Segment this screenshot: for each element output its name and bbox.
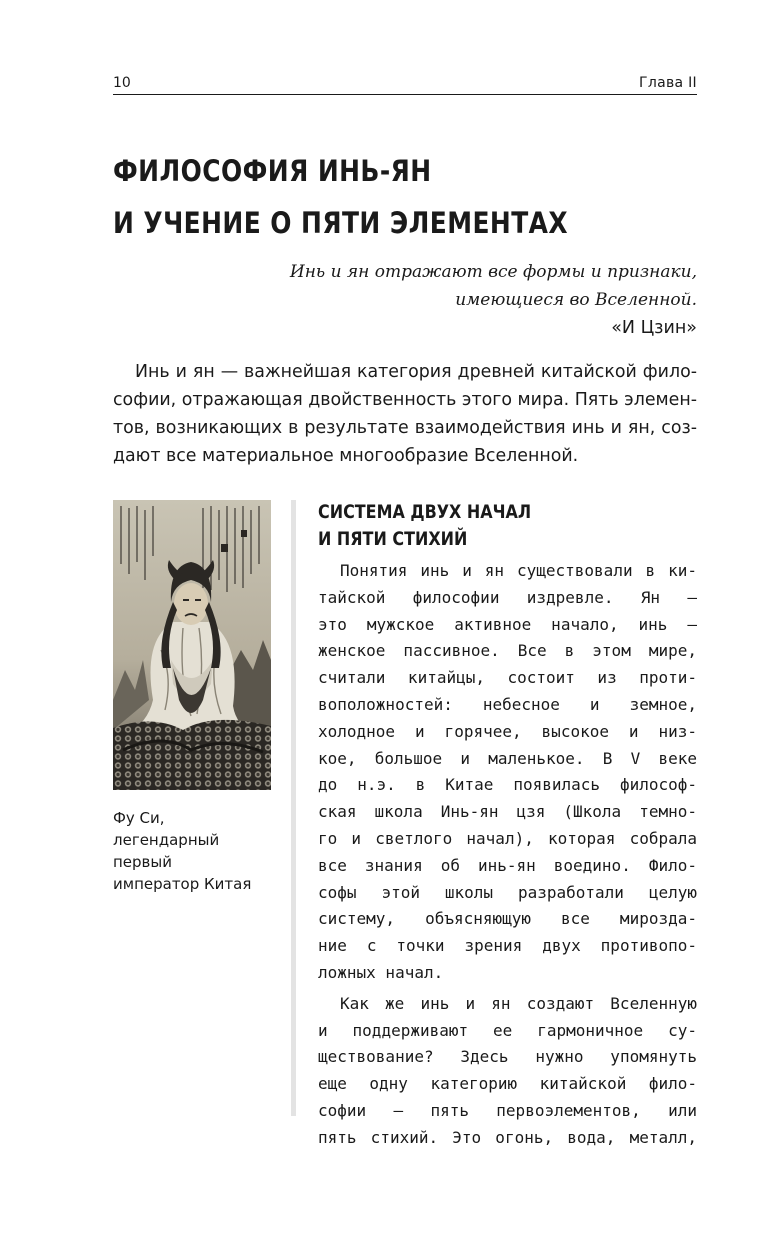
chapter-title	[113, 145, 629, 249]
body-line: ложных начал.	[318, 962, 444, 982]
body-line: холодное и горячее, высокое и низ-	[318, 721, 697, 741]
body-line: до н.э. в Китае появилась философ-	[318, 775, 697, 795]
caption-line-2: легендарный	[113, 831, 220, 849]
body-line: Понятия инь и ян существовали в ки-	[340, 561, 697, 580]
body-line: кое, большое и маленькое. В V веке	[318, 748, 697, 768]
body-line: софы этой школы разработали целую	[318, 882, 697, 902]
figure-caption	[113, 807, 283, 895]
caption-line-3: первый	[113, 853, 172, 871]
section-body	[318, 558, 697, 1152]
page-number: 10	[113, 75, 131, 91]
body-line: ние с точки зрения двух противопо-	[318, 936, 697, 956]
fu-xi-portrait-image	[113, 500, 271, 790]
intro-line: дают все материальное многообразие Вселенной.	[113, 446, 579, 466]
portrait-illustration	[113, 500, 271, 790]
intro-line: софии, отражающая двойственность этого мира. Пять элемен-	[113, 390, 697, 410]
chapter-title-line-1: ФИЛОСОФИЯ ИНЬ-ЯН	[113, 154, 432, 188]
body-line: воположностей: небесное и земное,	[318, 694, 697, 714]
body-line: ществование? Здесь нужно упомянуть	[318, 1047, 697, 1067]
body-line: Как же инь и ян создают Вселенную	[340, 993, 697, 1013]
chapter-label: Глава II	[638, 75, 697, 91]
chapter-title-line-2: И УЧЕНИЕ О ПЯТИ ЭЛЕМЕНТАХ	[113, 206, 569, 240]
running-header	[113, 74, 697, 95]
body-line: все знания об инь-ян воедино. Фило-	[318, 855, 697, 875]
section-heading	[318, 499, 531, 553]
caption-line-1: Фу Си,	[113, 809, 165, 827]
intro-line: Инь и ян — важнейшая категория древней китайской фило-	[135, 362, 697, 382]
body-line: систему, объясняющую все мирозда-	[318, 909, 697, 929]
section-heading-line-1: СИСТЕМА ДВУХ НАЧАЛ	[318, 501, 532, 523]
body-line: тайской философии издревле. Ян —	[318, 587, 697, 607]
section-heading-line-2: И ПЯТИ СТИХИЙ	[318, 528, 468, 550]
epigraph	[290, 258, 697, 342]
body-line: еще одну категорию китайской фило-	[318, 1074, 697, 1094]
body-line: это мужское активное начало, инь —	[318, 614, 697, 634]
body-line: считали китайцы, состоит из проти-	[318, 668, 697, 688]
epigraph-line-2: имеющиеся во Вселенной.	[455, 290, 697, 310]
caption-line-4: император Китая	[113, 875, 252, 893]
body-line: софии — пять первоэлементов, или	[318, 1100, 697, 1120]
epigraph-line-1: Инь и ян отражают все формы и признаки,	[289, 262, 697, 282]
body-line: го и светлого начал), которая собрала	[318, 828, 697, 848]
body-line: женское пассивное. Все в этом мире,	[318, 641, 697, 661]
epigraph-source: «И Цзин»	[611, 318, 697, 338]
body-line: ская школа Инь-ян цзя (Школа темно-	[318, 802, 697, 822]
body-line: пять стихий. Это огонь, вода, металл,	[318, 1127, 697, 1147]
intro-line: тов, возникающих в результате взаимодействия инь и ян, соз-	[113, 418, 697, 438]
body-line: и поддерживают ее гармоничное су-	[318, 1020, 697, 1040]
vertical-divider	[291, 500, 296, 1116]
intro-paragraph	[113, 358, 697, 470]
